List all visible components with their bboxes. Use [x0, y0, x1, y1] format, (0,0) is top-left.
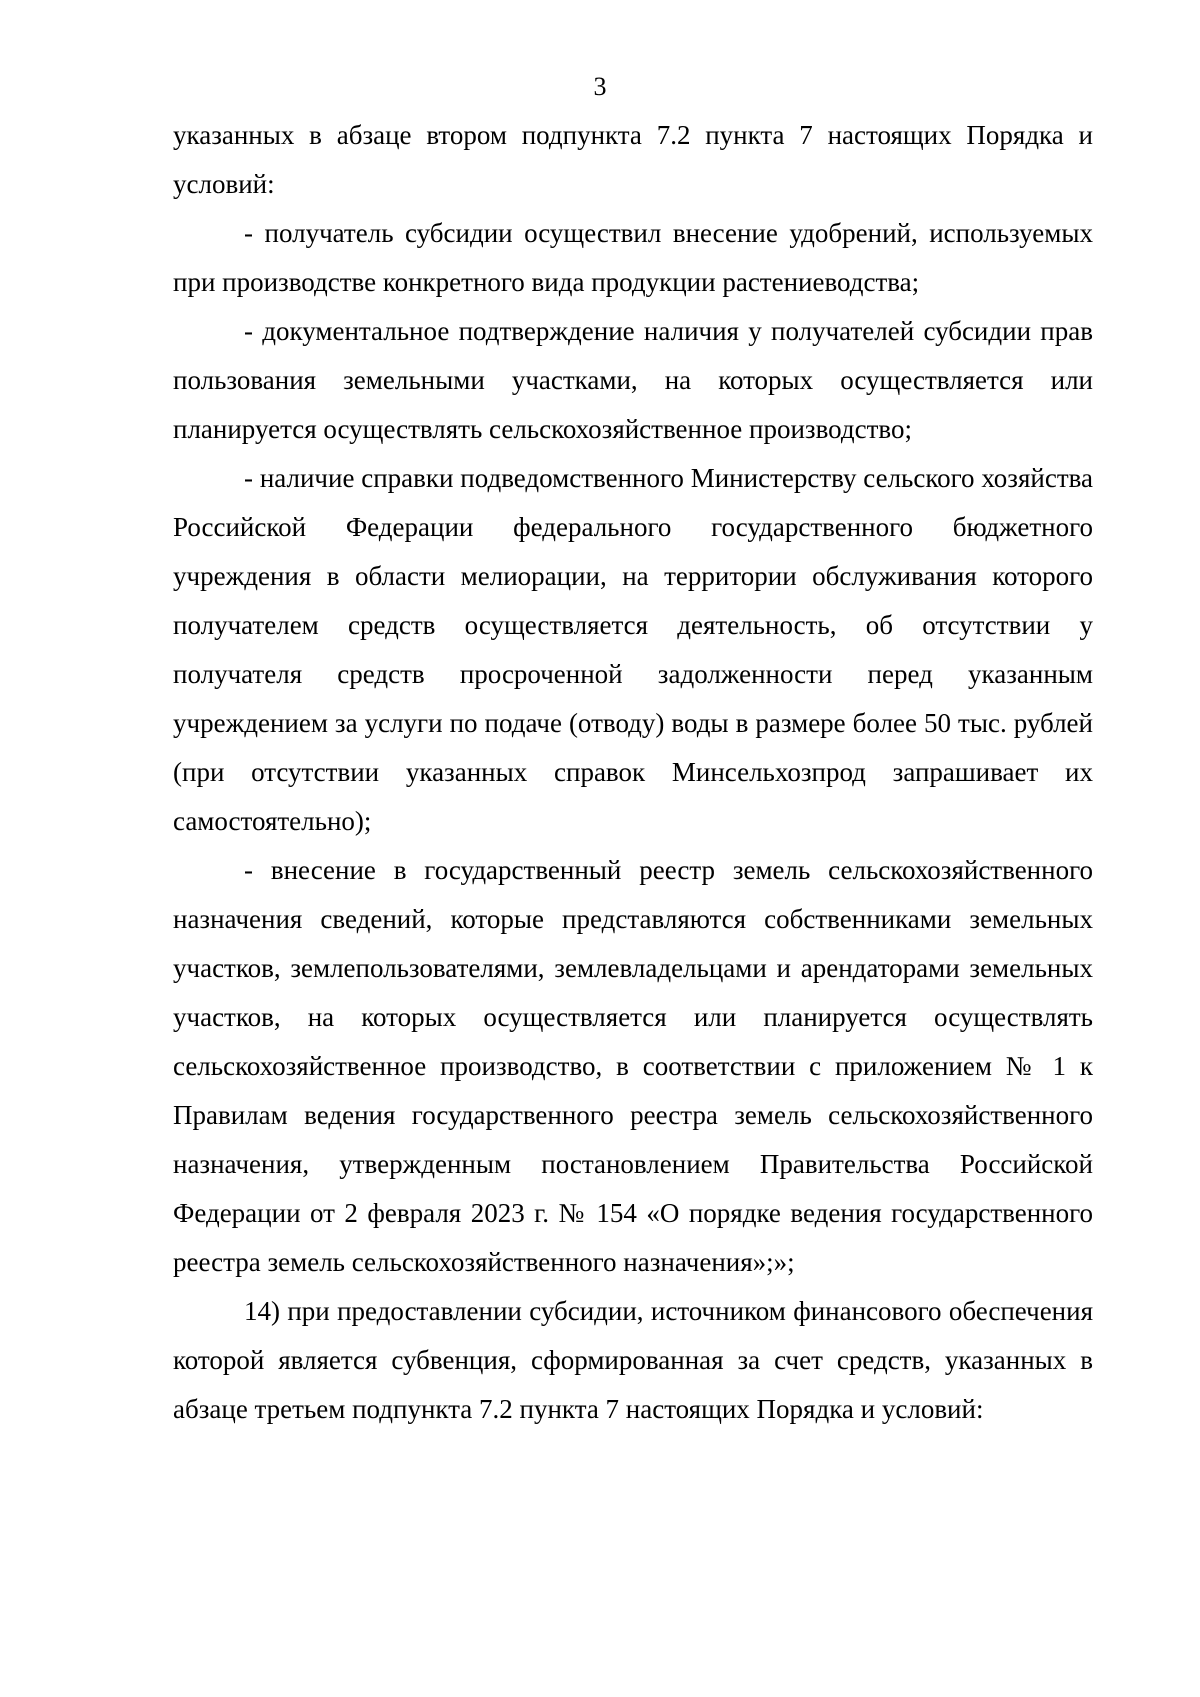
paragraph-land-registry-condition: - внесение в государственный реестр земель сельскохозяйственного назначения сведений, которые представляются собственниками земельных участков, землепользователями, землевладельцами и арендаторами земельных участков, на которых осуществляется или планируется осуществлять сельскохозяйственное производство, в соответствии с приложением № 1 к Правилам ведения государственного реестра земель сельскохозяйственного назначения, утвержденным постановлением Правительства Российской Федерации от 2 февраля 2023 г. № 154 «О порядке ведения государственного реестра земель сельскохозяйственного назначения»;»;	[173, 855, 1093, 1277]
page-number: 3	[593, 72, 607, 101]
document-body	[173, 111, 1093, 1434]
paragraph-intro: указанных в абзаце втором подпункта 7.2 пункта 7 настоящих Порядка и условий:	[173, 120, 1093, 199]
paragraph-item-14: 14) при предоставлении субсидии, источником финансового обеспечения которой является субвенция, сформированная за счет средств, указанных в абзаце третьем подпункта 7.2 пункта 7 настоящих Порядка и условий:	[173, 1296, 1093, 1424]
paragraph-fertilizer-condition: - получатель субсидии осуществил внесение удобрений, используемых при производстве конкретного вида продукции растениеводства;	[173, 218, 1093, 297]
paragraph-land-rights-condition: - документальное подтверждение наличия у получателей субсидии прав пользования земельными участками, на которых осуществляется или планируется осуществлять сельскохозяйственное производство;	[173, 316, 1093, 444]
paragraph-melioration-certificate-condition: - наличие справки подведомственного Министерству сельского хозяйства Российской Федерации федерального государственного бюджетного учреждения в области мелиорации, на территории обслуживания которого получателем средств осуществляется деятельность, об отсутствии у получателя средств просроченной задолженности перед указанным учреждением за услуги по подаче (отводу) воды в размере более 50 тыс. рублей (при отсутствии указанных справок Минсельхозпрод запрашивает их самостоятельно);	[173, 463, 1093, 836]
